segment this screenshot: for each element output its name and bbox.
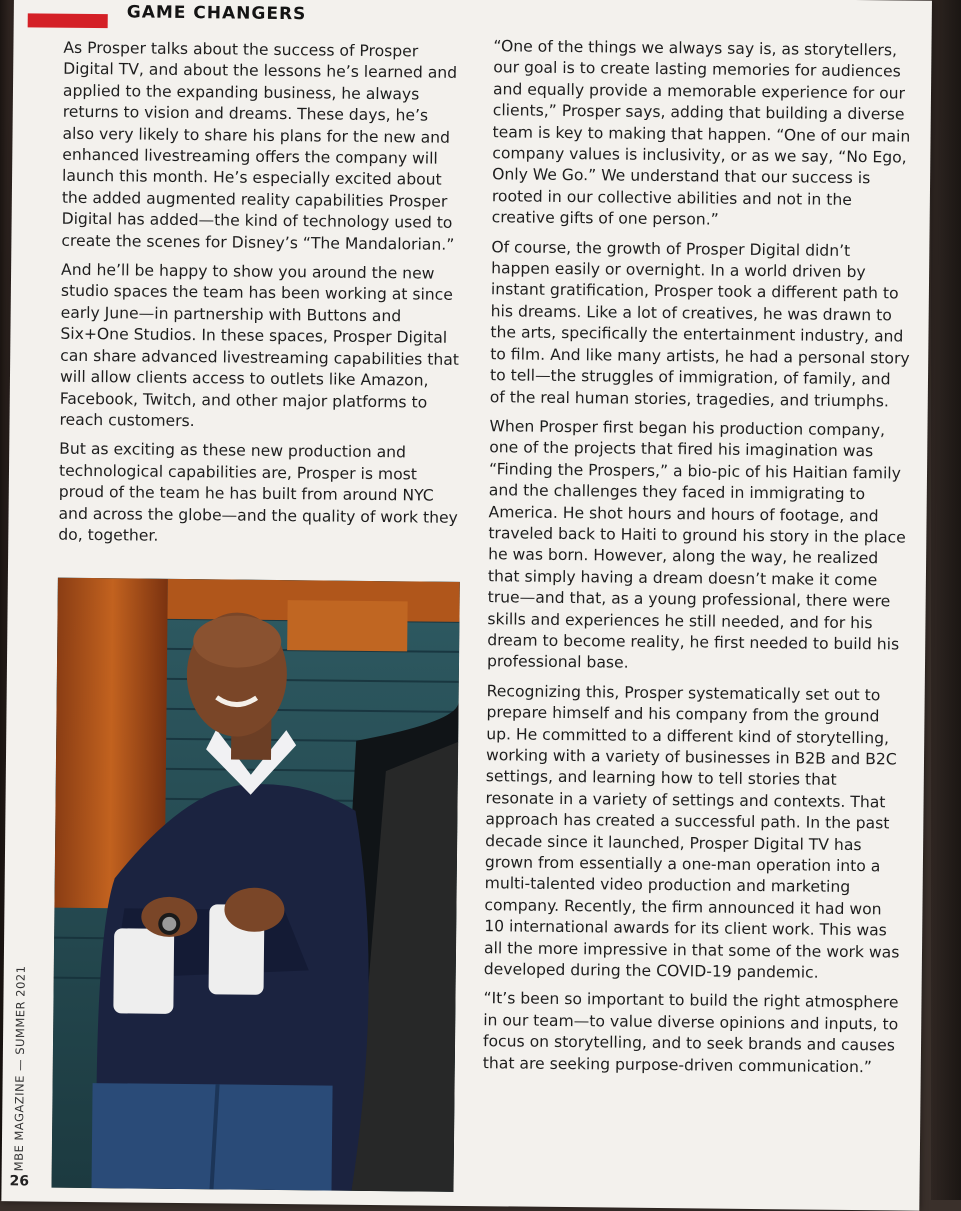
portrait-illustration [51,578,459,1192]
section-accent-bar [28,13,108,28]
right-paragraph-2: Of course, the growth of Prosper Digital didn’t happen easily or overnight. In a world driven by instant gratification, Prosper took a different path to his dreams. Like a lot of creatives, he was drawn to the arts, specifically the entertainment industry, and to film. And like many artists, he had a personal story to tell—the struggles of immigration, of family, and of the real human stories, tragedies, and triumphs. [489,237,910,410]
table-background-edge [931,0,961,1200]
right-column [483,36,914,1086]
portrait-photo [51,578,459,1192]
section-title: GAME CHANGERS [126,2,307,25]
right-paragraph-4: Recognizing this, Prosper systematically set out to prepare himself and his company from the ground up. He committed to a different kind of storytelling, working with a variety of businesses in B2B and B2C settings, and learning how to tell stories that resonate in a variety of settings and contexts. That approach has created a successful path. In the past decade since it launched, Prosper Digital TV has grown from essentially a one-man operation into a multi-talented video production and marketing company. Recently, the firm announced it had won 10 international awards for its client work. This was all the more impressive in that some of the work was developed during the COVID-19 pandemic. [483,681,900,982]
magazine-page [1,0,932,1211]
magazine-issue-label: MBE MAGAZINE — SUMMER 2021 [11,965,28,1172]
right-paragraph-3: When Prosper first began his production company, one of the projects that fired his imagination was “Finding the Prospers,” a bio-pic of his Haitian family and the challenges they faced in immigrating to America. He shot hours and hours of footage, and traveled back to Haiti to ground his story in the place he was born. However, along the way, he realized that simply having a dream doesn’t make it come true—and that, as a young professional, there were skills and experiences he still needed, and for his dream to become reality, he first needed to build his professional base. [486,417,906,673]
right-paragraph-5: “It’s been so important to build the right atmosphere in our team—to value diverse opinions and inputs, to focus on storytelling, and to seek brands and causes that are seeking purpose-driven communication.” [482,989,899,1076]
page-number: 26 [9,1173,30,1190]
left-column [58,38,463,559]
left-paragraph-1: As Prosper talks about the success of Prosper Digital TV, and about the lessons he’s learned and applied to the expanding business, he always returns to vision and dreams. These days, he’s also very likely to share his plans for the new and enhanced livestreaming offers the company will launch this month. He’s especially excited about the added augmented reality capabilities Prosper Digital has added—the kind of technology used to create the scenes for Disney’s “The Mandalorian.” [61,38,458,254]
left-paragraph-2: And he’ll be happy to show you around the new studio spaces the team has been working at since early June—in partnership with Buttons and Six+One Studios. In these spaces, Prosper Digital can share advanced livestreaming capabilities that will allow clients access to outlets like Amazon, Facebook, Twitch, and other major platforms to reach customers. [59,260,460,431]
left-paragraph-3: But as exciting as these new production and technological capabilities are, Prosper is most proud of the team he has built from around NYC and across the globe—and the quality of work they do, together. [58,440,458,545]
right-paragraph-1: “One of the things we always say is, as storytellers, our goal is to create lasting memories for audiences and equally provide a memorable experience for our clients,” Prosper says, adding that building a diverse team is key to making that happen. “One of our main company values is inclusivity, or as we say, “No Ego, Only We Go.” We understand that our success is rooted in our collective abilities and not in the creative gifts of one person.” [491,37,911,229]
